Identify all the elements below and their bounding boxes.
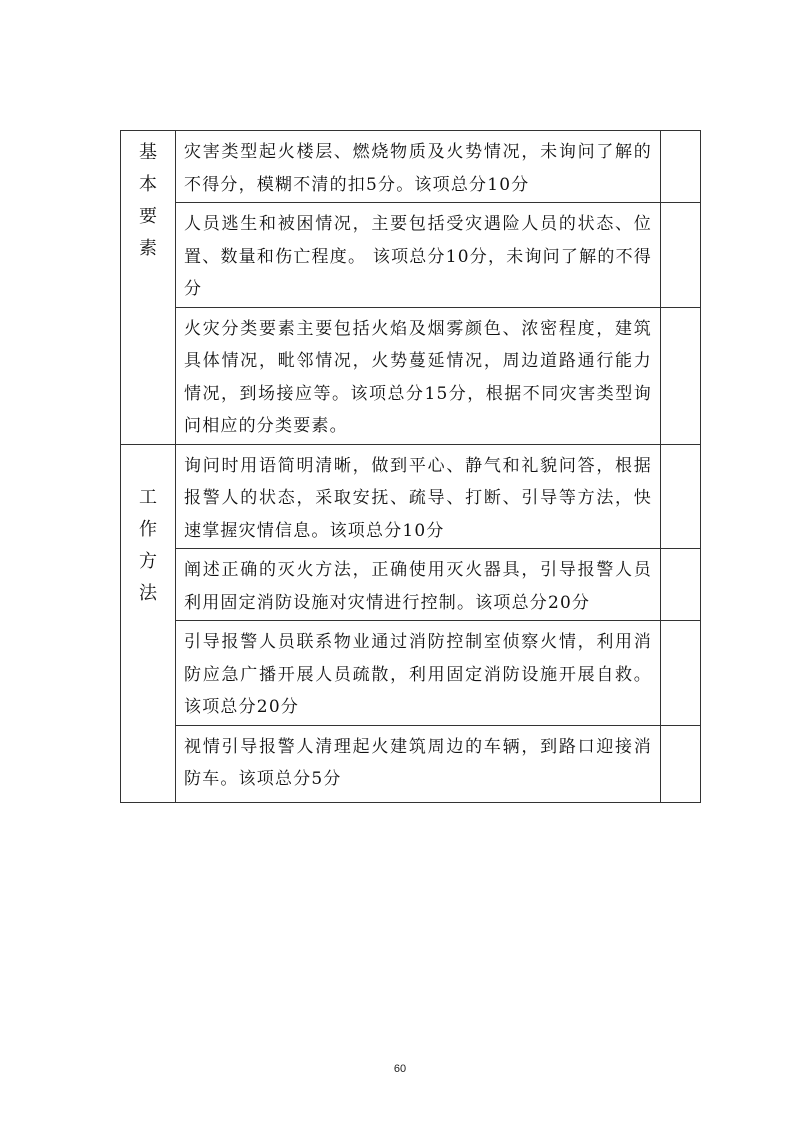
score-cell (661, 549, 701, 621)
category-cell (121, 444, 176, 802)
criteria-cell: 视情引导报警人清理起火建筑周边的车辆，到路口迎接消防车。该项总分5分 (176, 725, 661, 802)
page-number: 60 (393, 1063, 407, 1075)
score-cell (661, 725, 701, 802)
scoring-table (120, 130, 701, 803)
category-label: 基 本 要 素 (139, 142, 157, 259)
criteria-cell: 询问时用语简明清晰，做到平心、静气和礼貌问答，根据报警人的状态，采取安抚、疏导、打断、引导等方法，快速掌握灾情信息。该项总分10分 (176, 444, 661, 549)
score-cell (661, 131, 701, 203)
category-cell (121, 131, 176, 445)
criteria-cell: 人员逃生和被困情况，主要包括受灾遇险人员的状态、位置、数量和伤亡程度。 该项总分10分，未询问了解的不得分 (176, 203, 661, 308)
category-label: 工 作 方 法 (139, 486, 157, 604)
table-row (121, 131, 701, 203)
table-row (121, 725, 701, 802)
table-row (121, 621, 701, 726)
table-row (121, 444, 701, 549)
criteria-cell: 灾害类型起火楼层、燃烧物质及火势情况，未询问了解的不得分，模糊不清的扣5分。该项总分10分 (176, 131, 661, 203)
criteria-cell: 引导报警人员联系物业通过消防控制室侦察火情，利用消防应急广播开展人员疏散，利用固定消防设施开展自救。该项总分20分 (176, 621, 661, 726)
criteria-cell: 阐述正确的灭火方法，正确使用灭火器具，引导报警人员利用固定消防设施对灾情进行控制。该项总分20分 (176, 549, 661, 621)
criteria-cell: 火灾分类要素主要包括火焰及烟雾颜色、浓密程度，建筑具体情况，毗邻情况，火势蔓延情况，周边道路通行能力情况，到场接应等。该项总分15分，根据不同灾害类型询问相应的分类要素。 (176, 307, 661, 444)
score-cell (661, 621, 701, 726)
score-cell (661, 444, 701, 549)
table-row (121, 549, 701, 621)
score-cell (661, 203, 701, 308)
table-row (121, 307, 701, 444)
score-cell (661, 307, 701, 444)
table-row (121, 203, 701, 308)
